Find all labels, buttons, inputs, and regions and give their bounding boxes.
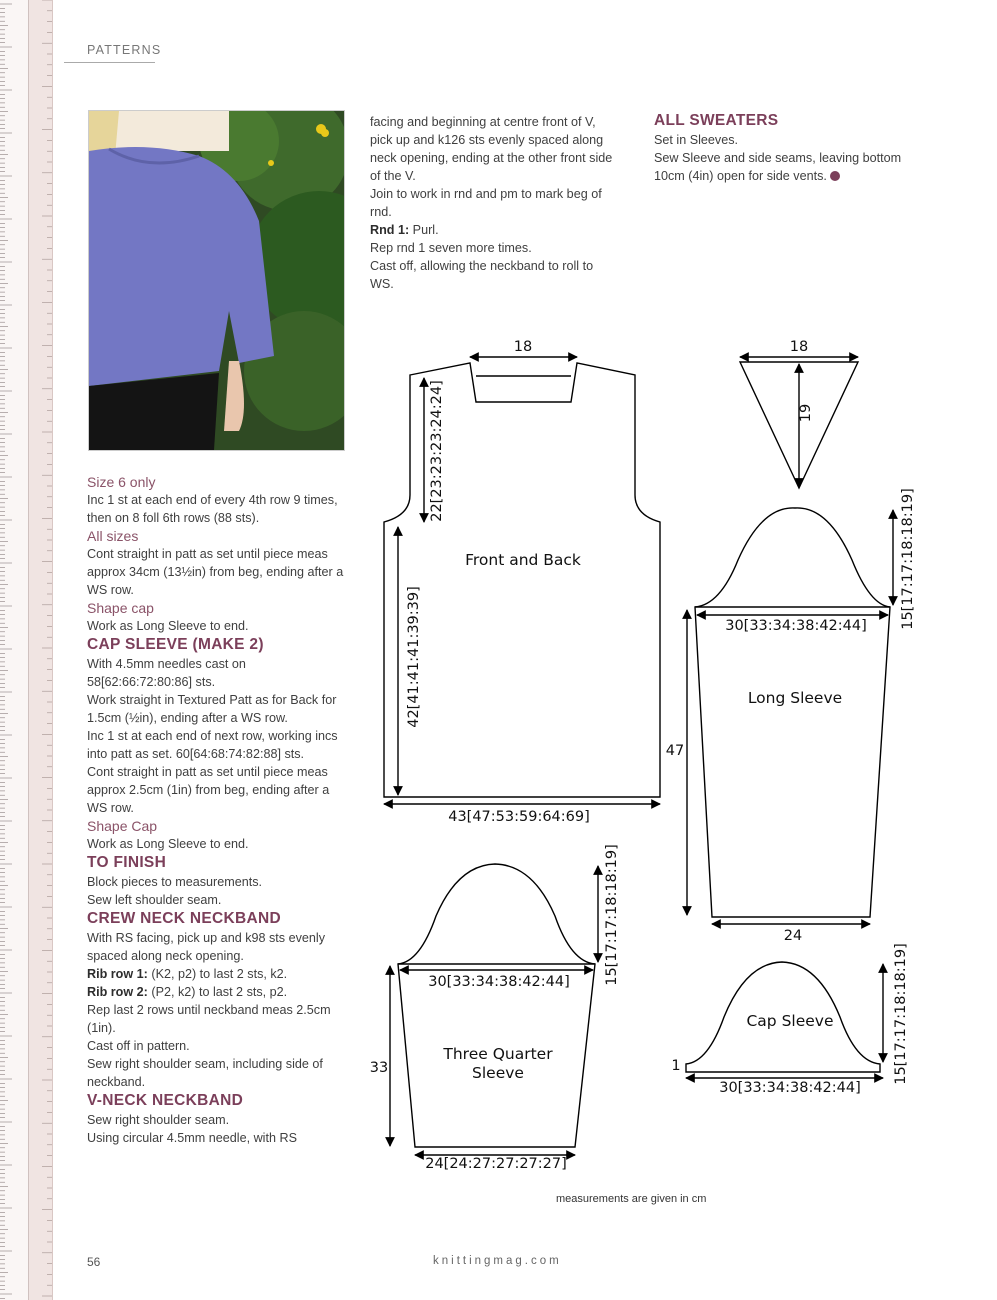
vneck-p2: Using circular 4.5mm needle, with RS [87,1131,297,1145]
fb-length-label: 42[41:41:41:39:39] [406,586,422,728]
to-finish-p1: Block pieces to measurements. [87,875,262,889]
section-label: PATTERNS [87,43,162,57]
shape-cap-text: Work as Long Sleeve to end. [87,619,249,633]
all-sizes-text: Cont straight in patt as set until piece meas approx 34cm (13½in) from beg, ending after a WS row. [87,547,344,597]
front-back-outline [384,363,660,797]
cap-sleeve-p1: With 4.5mm needles cast on 58[62:66:72:80:86] sts. [87,657,246,689]
three-quarter-cuff-label: 24[24:27:27:27:27] [425,1156,567,1172]
col2-p2: Join to work in rnd and pm to mark beg of rnd. [370,187,602,219]
cap-sleeve-heading: CAP SLEEVE (MAKE 2) [87,636,264,653]
shape-cap-heading: Shape cap [87,600,154,616]
shape-cap2-text: Work as Long Sleeve to end. [87,837,249,851]
fb-neck-label: 18 [513,339,533,355]
col2-p3: Rep rnd 1 seven more times. [370,241,532,255]
cap-sleeve-edge-label: 1 [671,1058,681,1074]
vneck-top-label: 18 [789,339,809,355]
rnd1-text: Purl. [409,223,439,237]
rib2-text: (P2, k2) to last 2 sts, p2. [147,985,288,999]
site-url: knittingmag.com [433,1255,562,1267]
size6-text: Inc 1 st at each end of every 4th row 9 times, then on 8 foll 6th rows (88 sts). [87,493,338,525]
three-quarter-title-1: Three Quarter [443,1045,553,1063]
to-finish-p2: Sew left shoulder seam. [87,893,222,907]
col2-p4: Cast off, allowing the neckband to roll to WS. [370,259,594,291]
long-sleeve-cuff-label: 24 [783,928,803,944]
three-quarter-width-label: 30[33:34:38:42:44] [428,974,570,990]
rnd1-label: Rnd 1: [370,223,410,237]
three-quarter-length-label: 33 [369,1060,389,1076]
fb-armhole-label: 22[23:23:23:24:24] [429,380,445,522]
size6-heading: Size 6 only [87,474,156,490]
crew-p1: With RS facing, pick up and k98 sts evenly spaced along neck opening. [87,931,325,963]
cap-sleeve-p2: Work straight in Textured Patt as for Back for 1.5cm (½in), ending after a WS row. [87,693,337,725]
long-sleeve-width-label: 30[33:34:38:42:44] [725,618,867,634]
vneck-heading: V-NECK NECKBAND [87,1092,244,1109]
page-number: 56 [87,1255,101,1269]
crew-p2: Rep last 2 rows until neckband meas 2.5cm (1in). [87,1003,331,1035]
long-sleeve-cap-label: 15[17:17:18:18:19] [900,488,916,630]
to-finish-heading: TO FINISH [87,854,167,871]
three-quarter-outline [398,864,595,1147]
cap-sleeve-p3: Inc 1 st at each end of next row, working incs into patt as set. 60[64:68:74:82:88] sts. [87,729,338,761]
long-sleeve-length-label: 47 [665,743,685,759]
long-sleeve-title: Long Sleeve [747,689,843,707]
measurements-caption: measurements are given in cm [556,1193,707,1205]
cap-sleeve-width-label: 30[33:34:38:42:44] [719,1080,861,1096]
col2-p1: facing and beginning at centre front of V, pick up and k126 sts evenly spaced along neck opening, ending at the other front side of the V. [370,115,613,183]
crew-p4: Sew right shoulder seam, including side of neckband. [87,1057,323,1089]
long-sleeve-outline [695,508,890,917]
three-quarter-title-2: Sleeve [472,1064,524,1082]
col3-p1: Set in Sleeves. [654,133,739,147]
all-sizes-heading: All sizes [87,528,139,544]
cap-sleeve-cap-label: 15[17:17:18:18:19] [893,943,909,1085]
crew-p3: Cast off in pattern. [87,1039,190,1053]
vneck-p1: Sew right shoulder seam. [87,1113,230,1127]
rib1-text: (K2, p2) to last 2 sts, k2. [147,967,288,981]
rib1-label: Rib row 1: [87,967,148,981]
fb-title: Front and Back [465,551,581,569]
col3-p2-text: Sew Sleeve and side seams, leaving bottom 10cm (4in) open for side vents. [654,151,902,183]
cap-sleeve-title: Cap Sleeve [746,1012,834,1030]
cap-sleeve-p4: Cont straight in patt as set until piece meas approx 2.5cm (1in) from beg, ending after a WS row. [87,765,330,815]
fb-width-label: 43[47:53:59:64:69] [448,809,590,825]
vneck-depth-label: 19 [798,403,814,423]
rib2-label: Rib row 2: [87,985,148,999]
all-sweaters-heading: ALL SWEATERS [654,112,779,129]
crew-neck-heading: CREW NECK NECKBAND [87,910,281,927]
shape-cap2-heading: Shape Cap [87,818,158,834]
three-quarter-cap-label: 15[17:17:18:18:19] [604,844,620,986]
